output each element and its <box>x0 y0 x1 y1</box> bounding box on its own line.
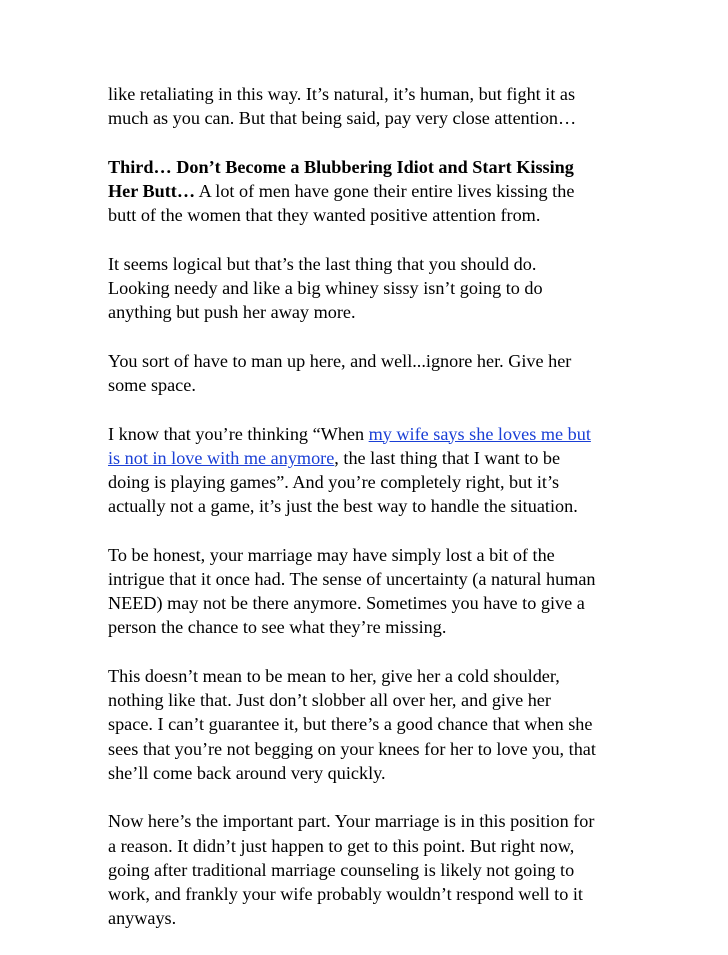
body-text: nothing like that. Just don’t slobber all over her, and give her <box>108 690 551 711</box>
body-text: doing is playing games”. And you’re completely right, but it’s <box>108 472 560 492</box>
text-line <box>108 737 633 761</box>
body-text: space. I can’t guarantee it, but there’s a good chance that when she <box>108 714 593 735</box>
body-text: going after traditional marriage counseling is likely not going to <box>108 859 575 880</box>
text-line <box>108 179 633 203</box>
text-line <box>108 155 633 179</box>
text-line <box>108 446 633 470</box>
text-line <box>108 834 633 858</box>
text-line <box>108 688 633 712</box>
body-text: anything but push her away more. <box>108 302 356 323</box>
text-line <box>108 809 633 833</box>
document-page <box>108 82 633 955</box>
section-heading-text: Her Butt… <box>108 181 196 201</box>
body-text: much as you can. But that being said, pay very close attention… <box>108 108 577 129</box>
body-text: A lot of men have gone their entire lives kissing the <box>195 181 575 201</box>
text-line <box>108 543 633 567</box>
article-link[interactable]: my wife says she loves me but <box>368 423 591 444</box>
paragraph <box>108 809 633 930</box>
text-line <box>108 82 633 106</box>
body-text: some space. <box>108 375 196 395</box>
text-line <box>108 906 633 930</box>
text-line <box>108 276 633 300</box>
body-text: To be honest, your marriage may have simply lost a bit of the <box>108 544 555 565</box>
text-line <box>108 858 633 882</box>
paragraph <box>108 82 633 130</box>
body-text: You sort of have to man up here, and well...ignore her. Give her <box>108 350 572 371</box>
text-line <box>108 494 633 518</box>
text-line <box>108 567 633 591</box>
body-text: work, and frankly your wife probably wouldn’t respond well to it <box>108 884 583 905</box>
paragraph <box>108 252 633 325</box>
body-text: I know that you’re thinking “When <box>108 423 369 444</box>
body-text: actually not a game, it’s just the best way to handle the situation. <box>108 496 578 517</box>
body-text: , the last thing that I want to be <box>334 447 561 468</box>
paragraph <box>108 155 633 228</box>
section-heading-text: Third… Don’t Become a Blubbering Idiot and Start Kissing <box>108 156 574 177</box>
text-line <box>108 712 633 736</box>
text-line <box>108 252 633 276</box>
paragraph <box>108 543 633 640</box>
paragraph <box>108 422 633 519</box>
body-text: like retaliating in this way. It’s natural, it’s human, but fight it as <box>108 84 576 104</box>
body-text: person the chance to see what they’re missing. <box>108 617 447 638</box>
body-text: This doesn’t mean to be mean to her, give her a cold shoulder, <box>108 666 560 686</box>
body-text: intrigue that it once had. The sense of uncertainty (a natural human <box>108 569 596 589</box>
paragraph <box>108 664 633 785</box>
text-line <box>108 761 633 785</box>
body-text: It seems logical but that’s the last thing that you should do. <box>108 253 537 274</box>
article-link[interactable]: is not in love with me anymore <box>108 447 335 468</box>
body-text: Now here’s the important part. Your marriage is in this position for <box>108 811 595 832</box>
body-text: butt of the women that they wanted positive attention from. <box>108 205 541 226</box>
text-line <box>108 106 633 130</box>
body-text: NEED) may not be there anymore. Sometimes you have to give a <box>108 593 585 614</box>
body-text: sees that you’re not begging on your knees for her to love you, that <box>108 738 596 759</box>
text-line <box>108 349 633 373</box>
text-line <box>108 373 633 397</box>
text-line <box>108 203 633 227</box>
paragraph <box>108 349 633 397</box>
body-text: Looking needy and like a big whiney sissy isn’t going to do <box>108 278 543 298</box>
text-line <box>108 470 633 494</box>
body-text: anyways. <box>108 908 177 929</box>
body-text: she’ll come back around very quickly. <box>108 762 386 783</box>
text-line <box>108 664 633 688</box>
text-line <box>108 591 633 615</box>
body-text: a reason. It didn’t just happen to get to this point. But right now, <box>108 835 575 856</box>
text-line <box>108 615 633 639</box>
text-line <box>108 882 633 906</box>
text-line <box>108 422 633 446</box>
text-line <box>108 300 633 324</box>
